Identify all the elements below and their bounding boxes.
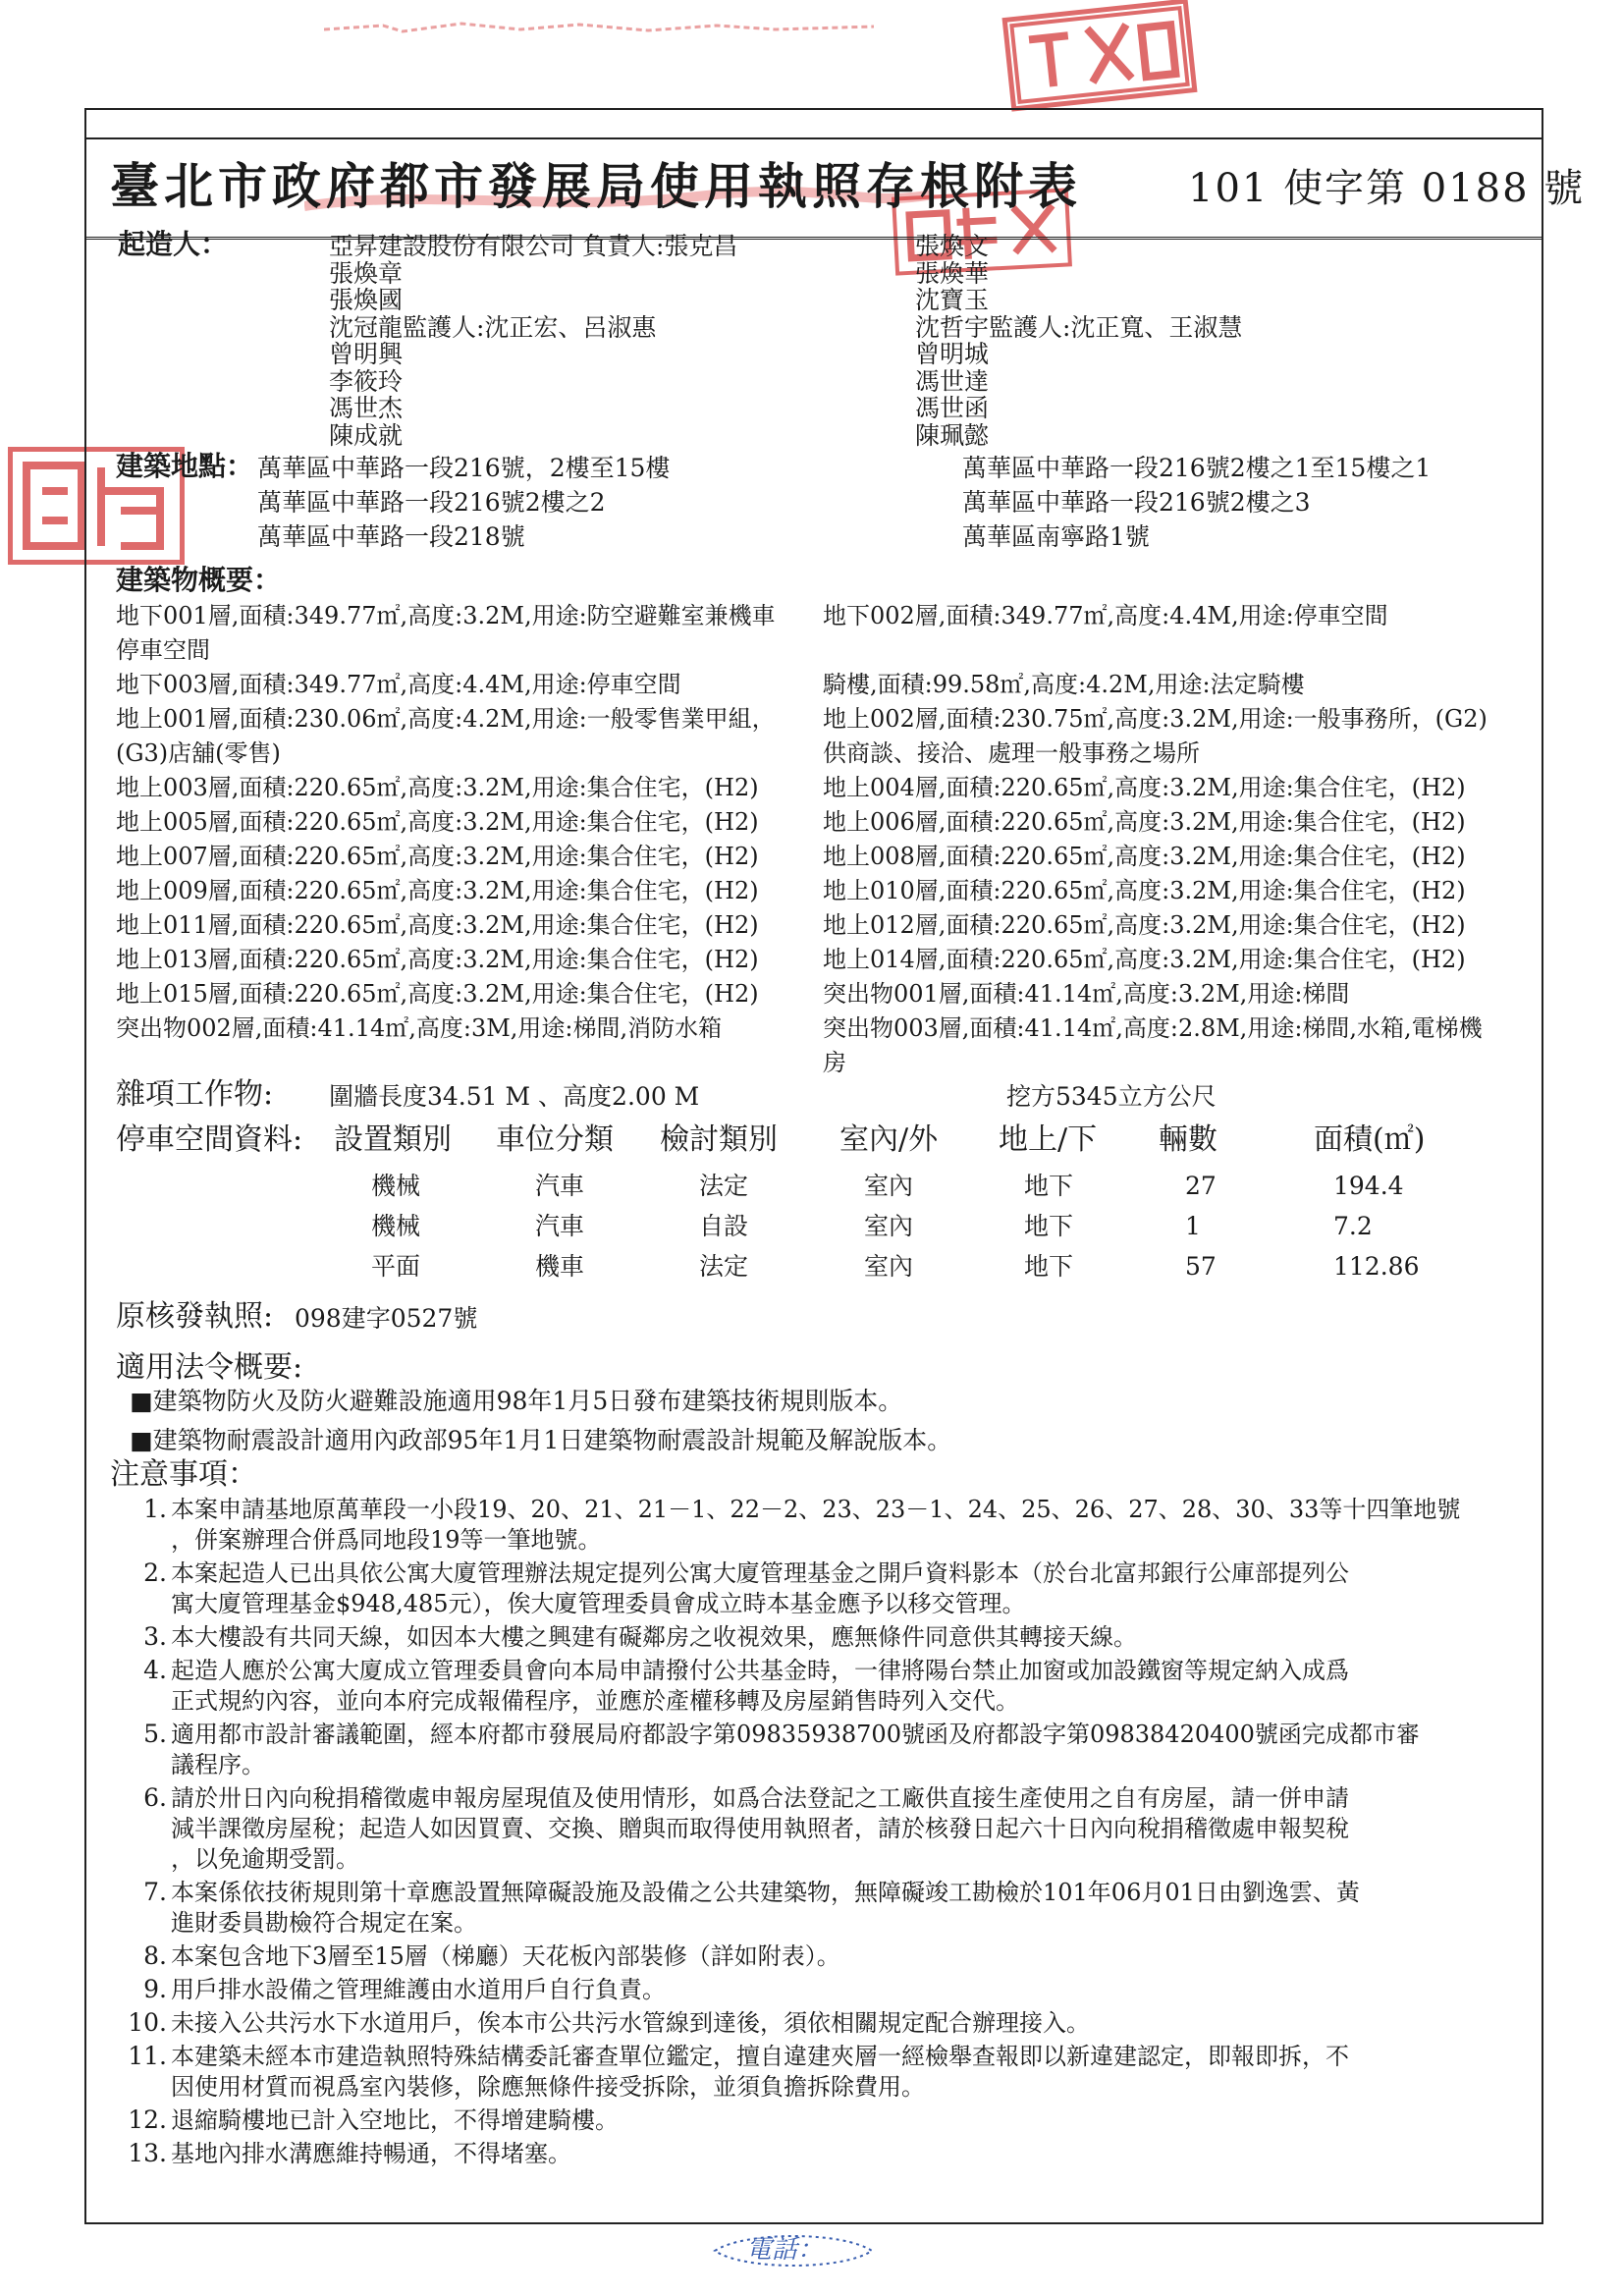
owner-line: 馮世函 xyxy=(915,394,990,422)
owner-line: 張煥華 xyxy=(915,258,990,288)
note-line: 請於卅日內向稅捐稽徵處申報房屋現值及使用情形，如爲合法登記之工廠供直接生產使用之自有房屋，請一併申請 xyxy=(171,1784,1349,1812)
note-number: 5. xyxy=(143,1720,167,1748)
note-line: ，併案辦理合併爲同地段19等一筆地號。 xyxy=(171,1526,602,1554)
overview-line: 供商談、接洽、處理一般事務之場所 xyxy=(823,739,1200,767)
note-number: 10. xyxy=(128,2008,167,2037)
footer-stamp-text: 電話： xyxy=(746,2235,824,2265)
owners-label: 起造人： xyxy=(118,228,229,260)
note-number: 6. xyxy=(143,1783,167,1812)
parking-cell: 194.4 xyxy=(1333,1172,1404,1200)
parking-cell: 室內 xyxy=(864,1212,914,1240)
site-line: 萬華區中華路一段218號 xyxy=(257,522,525,551)
parking-header-cell: 面積(㎡) xyxy=(1314,1122,1426,1157)
parking-cell: 室內 xyxy=(864,1172,914,1200)
red-scribble-mark xyxy=(324,18,874,39)
overview-line: 突出物003層,面積:41.14㎡,高度:2.8M,用途:梯間,水箱,電梯機 xyxy=(823,1014,1483,1042)
owner-line: 張煥章 xyxy=(329,258,404,288)
owner-line: 陳成就 xyxy=(329,420,404,450)
note-number: 11. xyxy=(128,2042,167,2070)
note-line: 因使用材質而視爲室內裝修，除應無條件接受拆除，並須負擔拆除費用。 xyxy=(171,2073,925,2101)
site-line: 萬華區中華路一段216號2樓之2 xyxy=(257,488,606,517)
owner-line: 李筱玲 xyxy=(329,366,404,396)
note-line: 減半課徵房屋稅；起造人如因買賣、交換、贈與而取得使用執照者，請於核發日起六十日內向稅捐稽徵處申報契稅 xyxy=(171,1815,1349,1842)
note-number: 3. xyxy=(143,1622,167,1651)
parking-cell: 機械 xyxy=(371,1212,421,1240)
overview-line: 地上015層,面積:220.65㎡,高度:3.2M,用途:集合住宅，(H2) xyxy=(116,980,759,1008)
note-line: 適用都市設計審議範圍，經本府都市發展局府都設字第09835938700號函及府都設字第09838420400號函完成都市審 xyxy=(171,1721,1420,1748)
note-line: 未接入公共污水下水道用戶，俟本市公共污水管線到達後，須依相關規定配合辦理接入。 xyxy=(171,2009,1090,2037)
site-line: 萬華區南寧路1號 xyxy=(962,522,1150,551)
overview-line: 房 xyxy=(823,1049,846,1076)
note-line: 用戶排水設備之管理維護由水道用戶自行負責。 xyxy=(171,1976,666,2003)
parking-header-cell: 檢討類別 xyxy=(660,1122,778,1157)
note-line: 退縮騎樓地已計入空地比，不得增建騎樓。 xyxy=(171,2106,619,2134)
overview-line: 地上002層,面積:230.75㎡,高度:3.2M,用途:一般事務所，(G2) xyxy=(823,705,1488,733)
parking-header-cell: 車位分類 xyxy=(496,1122,614,1157)
note-number: 1. xyxy=(143,1495,167,1523)
overview-line: 騎樓,面積:99.58㎡,高度:4.2M,用途:法定騎樓 xyxy=(823,671,1305,698)
overview-line: 地上010層,面積:220.65㎡,高度:3.2M,用途:集合住宅，(H2) xyxy=(823,877,1466,904)
parking-header-cell: 設置類別 xyxy=(334,1122,452,1157)
note-line: 本案係依技術規則第十章應設置無障礙設施及設備之公共建築物，無障礙竣工勘檢於101年06月01日由劉逸雲、黃 xyxy=(171,1879,1360,1906)
note-number: 13. xyxy=(128,2139,167,2167)
overview-line: 地下001層,面積:349.77㎡,高度:3.2M,用途:防空避難室兼機車 xyxy=(116,602,776,629)
parking-cell: 汽車 xyxy=(535,1212,585,1240)
parking-cell: 汽車 xyxy=(535,1172,585,1200)
owner-line: 沈寶玉 xyxy=(915,286,990,314)
overview-line: 地上001層,面積:230.06㎡,高度:4.2M,用途:一般零售業甲組， xyxy=(116,705,776,733)
overview-line: 地上009層,面積:220.65㎡,高度:3.2M,用途:集合住宅，(H2) xyxy=(116,877,759,904)
site-label: 建築地點： xyxy=(116,450,254,482)
parking-cell: 地下 xyxy=(1024,1212,1074,1240)
overview-line: 地下002層,面積:349.77㎡,高度:4.4M,用途:停車空間 xyxy=(823,602,1388,629)
owner-line: 馮世杰 xyxy=(329,394,404,422)
parking-cell: 57 xyxy=(1185,1252,1217,1281)
note-number: 12. xyxy=(128,2105,167,2134)
site-line: 萬華區中華路一段216號，2樓至15樓 xyxy=(257,454,671,482)
original-permit-value: 098建字0527號 xyxy=(295,1304,478,1333)
misc-label: 雜項工作物: xyxy=(116,1077,274,1112)
overview-line: 突出物001層,面積:41.14㎡,高度:3.2M,用途:梯間 xyxy=(823,980,1350,1008)
misc-excavation: 挖方5345立方公尺 xyxy=(1006,1082,1217,1111)
site-line: 萬華區中華路一段216號2樓之1至15樓之1 xyxy=(962,454,1432,482)
overview-line: 地上003層,面積:220.65㎡,高度:3.2M,用途:集合住宅，(H2) xyxy=(116,774,759,801)
note-line: 基地內排水溝應維持暢通，不得堵塞。 xyxy=(171,2140,571,2167)
misc-wall: 圍牆長度34.51 M 、高度2.00 M xyxy=(329,1082,700,1111)
parking-cell: 1 xyxy=(1185,1212,1201,1240)
overview-line: 地上008層,面積:220.65㎡,高度:3.2M,用途:集合住宅，(H2) xyxy=(823,843,1466,870)
parking-cell: 27 xyxy=(1185,1172,1217,1200)
permit-number: 101 使字第 0188 號 xyxy=(1188,166,1586,211)
parking-cell: 112.86 xyxy=(1333,1252,1420,1281)
owner-line: 亞昇建設股份有限公司 負責人:張克昌 xyxy=(329,232,738,260)
parking-cell: 機械 xyxy=(371,1172,421,1200)
overview-label: 建築物概要： xyxy=(116,564,282,596)
owner-line: 曾明興 xyxy=(329,340,404,368)
note-line: 起造人應於公寓大廈成立管理委員會向本局申請撥付公共基金時，一律將陽台禁止加窗或加設鐵窗等規定納入成爲 xyxy=(171,1657,1349,1684)
parking-cell: 7.2 xyxy=(1333,1212,1373,1240)
note-line: 寓大廈管理基金$948,485元），俟大廈管理委員會成立時本基金應予以移交管理。 xyxy=(171,1590,1026,1617)
note-line: 進財委員勘檢符合規定在案。 xyxy=(171,1909,477,1937)
parking-cell: 法定 xyxy=(699,1172,749,1200)
overview-line: 地上005層,面積:220.65㎡,高度:3.2M,用途:集合住宅，(H2) xyxy=(116,808,759,836)
parking-header-cell: 輛數 xyxy=(1159,1122,1217,1157)
note-line: ，以免逾期受罰。 xyxy=(171,1845,359,1873)
site-line: 萬華區中華路一段216號2樓之3 xyxy=(962,488,1311,517)
owner-line: 馮世達 xyxy=(915,366,990,396)
overview-line: 停車空間 xyxy=(116,636,210,664)
overview-line: 地上013層,面積:220.65㎡,高度:3.2M,用途:集合住宅，(H2) xyxy=(116,946,759,973)
parking-cell: 地下 xyxy=(1024,1172,1074,1200)
parking-cell: 室內 xyxy=(864,1252,914,1281)
overview-line: (G3)店舖(零售) xyxy=(116,739,281,767)
overview-line: 地上007層,面積:220.65㎡,高度:3.2M,用途:集合住宅，(H2) xyxy=(116,843,759,870)
parking-cell: 地下 xyxy=(1024,1252,1074,1281)
note-line: 本建築未經本市建造執照特殊結構委託審查單位鑑定，擅自違建夾層一經檢舉查報即以新違建認定，即報即拆，不 xyxy=(171,2043,1349,2070)
overview-line: 地上014層,面積:220.65㎡,高度:3.2M,用途:集合住宅，(H2) xyxy=(823,946,1466,973)
note-number: 7. xyxy=(143,1878,167,1906)
red-seal-top-right xyxy=(1002,0,1198,112)
notes-label: 注意事項： xyxy=(110,1457,257,1492)
owner-line: 陳珮懿 xyxy=(915,420,990,450)
note-line: 議程序。 xyxy=(171,1751,265,1778)
overview-line: 地上012層,面積:220.65㎡,高度:3.2M,用途:集合住宅，(H2) xyxy=(823,911,1466,939)
owner-line: 沈哲宇監護人:沈正寬、王淑慧 xyxy=(915,312,1243,342)
note-number: 4. xyxy=(143,1656,167,1684)
overview-line: 地上004層,面積:220.65㎡,高度:3.2M,用途:集合住宅，(H2) xyxy=(823,774,1466,801)
parking-header-cell: 室內/外 xyxy=(839,1122,939,1157)
note-line: 本案申請基地原萬華段一小段19、20、21、21－1、22－2、23、23－1、24、25、26、27、28、30、33等十四筆地號 xyxy=(171,1496,1461,1523)
owner-line: 曾明城 xyxy=(915,340,990,368)
parking-cell: 自設 xyxy=(699,1212,749,1240)
owner-line: 張煥國 xyxy=(329,286,404,314)
owner-line: 張煥文 xyxy=(915,232,990,260)
note-line: 正式規約內容，並向本府完成報備程序，並應於產權移轉及房屋銷售時列入交代。 xyxy=(171,1687,1019,1715)
overview-line: 突出物002層,面積:41.14㎡,高度:3M,用途:梯間,消防水箱 xyxy=(116,1014,723,1042)
overview-line: 地上006層,面積:220.65㎡,高度:3.2M,用途:集合住宅，(H2) xyxy=(823,808,1466,836)
note-line: 本大樓設有共同天線，如因本大樓之興建有礙鄰房之收視效果，應無條件同意供其轉接天線。 xyxy=(171,1623,1137,1651)
law-item: ■建築物耐震設計適用內政部95年1月1日建築物耐震設計規範及解說版本。 xyxy=(130,1426,952,1454)
document-title: 臺北市政府都市發展局使用執照存根附表 xyxy=(110,157,1082,215)
owner-line: 沈冠龍監護人:沈正宏、呂淑惠 xyxy=(329,312,657,342)
note-line: 本案起造人已出具依公寓大廈管理辦法規定提列公寓大廈管理基金之開戶資料影本（於台北富邦銀行公庫部提列公 xyxy=(171,1559,1349,1587)
note-number: 9. xyxy=(143,1975,167,2003)
original-permit-label: 原核發執照: xyxy=(116,1299,274,1334)
overview-line: 地上011層,面積:220.65㎡,高度:3.2M,用途:集合住宅，(H2) xyxy=(116,911,759,939)
note-line: 本案包含地下3層至15層（梯廳）天花板內部裝修（詳如附表）。 xyxy=(171,1942,840,1970)
laws-label: 適用法令概要: xyxy=(116,1350,303,1385)
parking-label: 停車空間資料: xyxy=(116,1122,303,1157)
note-number: 8. xyxy=(143,1941,167,1970)
parking-cell: 法定 xyxy=(699,1252,749,1281)
parking-cell: 平面 xyxy=(371,1252,421,1281)
parking-cell: 機車 xyxy=(535,1252,585,1281)
note-number: 2. xyxy=(143,1558,167,1587)
overview-line: 地下003層,面積:349.77㎡,高度:4.4M,用途:停車空間 xyxy=(116,671,681,698)
law-item: ■建築物防火及防火避難設施適用98年1月5日發布建築技術規則版本。 xyxy=(130,1387,903,1415)
parking-header-cell: 地上/下 xyxy=(999,1122,1098,1157)
